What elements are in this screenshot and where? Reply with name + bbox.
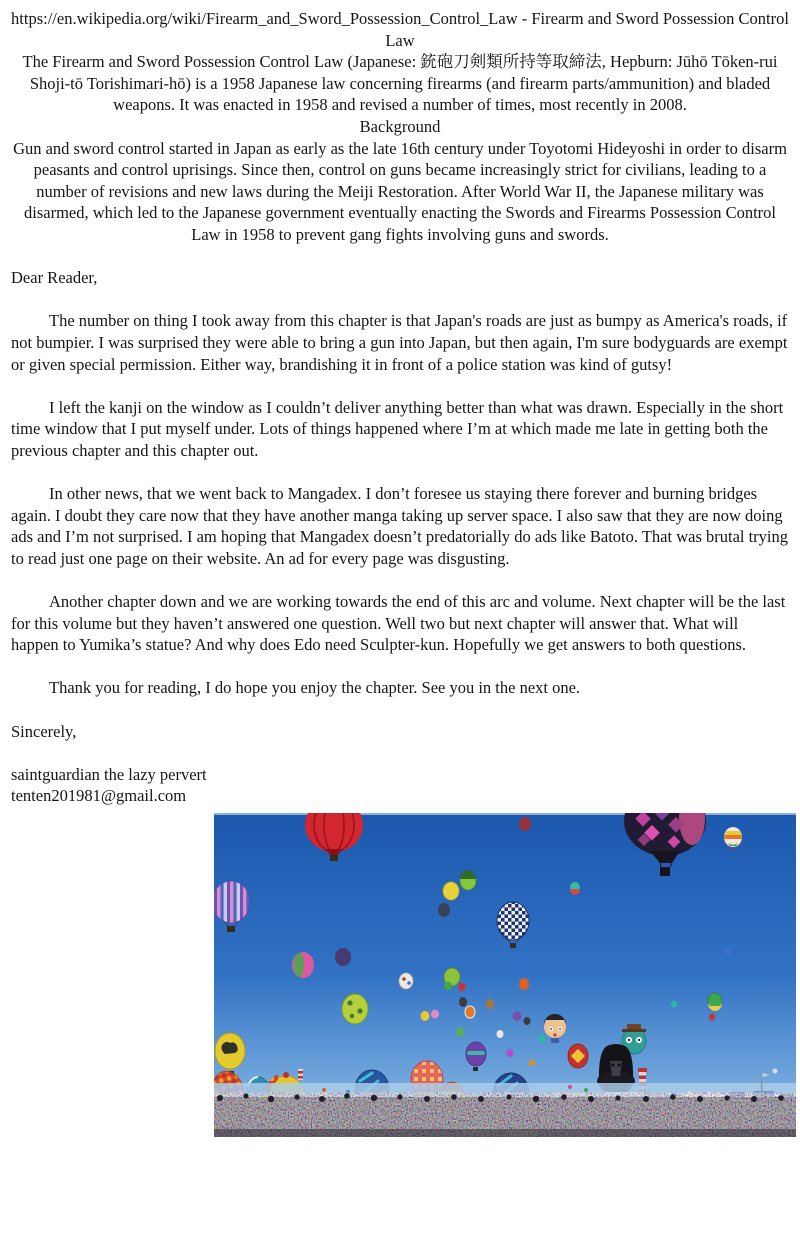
wiki-background-paragraph: Gun and sword control started in Japan as early as the late 16th century under Toyotomi Hideyoshi in order to disarm peasants and control uprisings. Since then, control on guns became increasingly strict for civilians, leading to a number of revisions and new laws during the Meiji Restoration. After World War II, the Japanese military was disarmed, which led to the Japanese government eventually enacting the Swords and Firearms Possession Control Law in 1958 to prevent gang fights involving guns and swords. [13, 138, 787, 244]
rainbow-balloon [724, 827, 742, 849]
signature-name: saintguardian the lazy pervert [11, 764, 207, 784]
lime-green-balloon [342, 994, 368, 1024]
letter-paragraph-1: The number on thing I took away from this chapter is that Japan's roads are just as bumpy as America's roads, if not bumpier. I was surprised they were able to bring a gun into Japan, but then again, I'm sure bodyguards are exempt or given special permission. Either way, brandishing it in front of a police station was kind of gutsy! [11, 311, 788, 374]
letter-salutation: Dear Reader, [11, 268, 98, 288]
wiki-excerpt [11, 8, 789, 246]
balloon-festival-photo [214, 813, 796, 1137]
letter-closing: Sincerely, [11, 721, 77, 741]
wiki-source-title: https://en.wikipedia.org/wiki/Firearm_and_Sword_Possession_Control_Law - Firearm and Sword Possession Control Law [11, 9, 789, 50]
crowd [214, 1093, 796, 1137]
balloon-festival-photo-graphic [214, 813, 796, 1137]
wiki-intro-paragraph: The Firearm and Sword Possession Control Law (Japanese: 銃砲刀剣類所持等取締法, Hepburn: Jūhō Tōken-rui Shoji-tō Torishimari-hō) is a 1958 Japanese law concerning firearms (and firearm parts/ammunition) and bladed weapons. It was enacted in 1958 and revised a number of times, most recently in 2008. [22, 52, 778, 115]
reader-letter [11, 267, 789, 807]
small-dark-red-balloon [519, 817, 531, 831]
letter-paragraph-2: I left the kanji on the window as I couldn’t deliver anything better than what was drawn. Especially in the short time window that I put myself under. Lots of things happened where I’m at which made me late in getting both the previous chapter and this chapter out. [11, 397, 784, 460]
signature-block [11, 764, 789, 807]
signature-email: tenten201981@gmail.com [11, 786, 187, 806]
letter-paragraph-3: In other news, that we went back to Mangadex. I don’t foresee us staying there forever and burning bridges again. I doubt they care now that they have another manga taking up server space. I also saw that they are now doing ads and I’m not surprised. I am hoping that Mangadex doesn’t predatorially do ads like Batoto. That was brutal trying to read just one page on their website. An ad for every page was disgusting. [11, 484, 789, 568]
wiki-background-heading: Background [359, 116, 441, 136]
green-balloon-right [708, 993, 722, 1011]
letter-paragraph-5: Thank you for reading, I do hope you enjoy the chapter. See you in the next one. [49, 678, 581, 698]
red-yellow-diamond-balloon [568, 1044, 588, 1068]
letter-paragraph-4: Another chapter down and we are working towards the end of this arc and volume. Next chapter will be the last for this volume but they haven’t answered one question. Well two but next chapter will answer that. What will happen to Yumika’s statue? And why does Edo need Sculpter-kun. Hopefully we get answers to both questions. [11, 592, 786, 655]
